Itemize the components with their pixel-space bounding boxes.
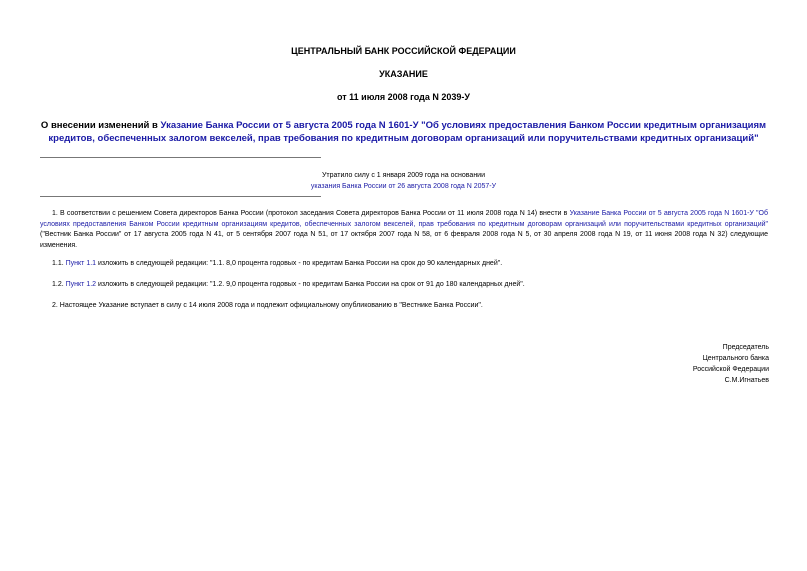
paragraph-1 [40,209,768,251]
paragraph-1-2 [40,280,768,291]
divider-top [40,157,321,158]
signature-name: С.М.Игнатьев [724,377,769,384]
status-note-text: Утратило силу с 1 января 2009 года на основании [321,172,486,179]
document-date-number: от 11 июля 2008 года N 2039-У [336,92,471,102]
document-title [40,120,767,145]
signature-title: Председатель [722,344,769,351]
bank-name: ЦЕНТРАЛЬНЫЙ БАНК РОССИЙСКОЙ ФЕДЕРАЦИИ [291,46,516,56]
paragraph-1-text-a: 1. В соответствии с решением Совета директоров Банка России (протокол заседания Совета директоров Банка России от 11 июля 2008 года N 14) внести в [52,210,570,217]
paragraph-1-2-text-a: 1.2. [52,281,66,288]
paragraph-2: 2. Настоящее Указание вступает в силу с 14 июля 2008 года и подлежит официальному опубликованию в "Вестнике Банка России". [52,302,483,309]
title-link[interactable]: Указание Банка России от 5 августа 2005 года N 1601-У "Об условиях предоставления Банком России кредитным организациям кредитов, обеспеченных залогом векселей, прав требования по кредитным договорам организаций или поручительствами кредитных организаций" [48,120,767,144]
signature-org: Центрального банка [702,355,769,362]
signature-country: Российской Федерации [692,366,769,373]
status-note [0,170,807,192]
status-note-link[interactable]: указания Банка России от 26 августа 2008 года N 2057-У [310,183,497,190]
divider-bottom [40,196,321,197]
signature-block [693,342,769,386]
paragraph-1-1-text-b: изложить в следующей редакции: "1.1. 8,0 процента годовых - по кредитам Банка России на срок до 90 календарных дней". [96,260,503,267]
paragraph-1-1-text-a: 1.1. [52,260,66,267]
paragraph-1-link[interactable]: Указание Банка России от 5 августа 2005 года N 1601-У "Об условиях предоставления Банком России кредитным организациям кредитов, обеспеченных залогом векселей, прав требования по кредитным договорам организаций или поручительствами кредитных организаций" [40,210,769,228]
paragraph-1-1 [40,259,768,270]
paragraph-1-2-link[interactable]: Пункт 1.2 [65,281,97,288]
paragraph-1-2-text-b: изложить в следующей редакции: "1.2. 9,0 процента годовых - по кредитам Банка России на срок от 91 до 180 календарных дней". [96,281,525,288]
document-type: УКАЗАНИЕ [379,69,428,79]
paragraph-1-1-link[interactable]: Пункт 1.1 [65,260,97,267]
paragraph-1-text-b: ("Вестник Банка России" от 17 августа 2005 года N 41, от 5 сентября 2007 года N 51, от 17 октября 2007 года N 58, от 6 февраля 2008 года N 5, от 30 апреля 2008 года N 19, от 11 июня 2008 года N 32) следующие изменения. [40,231,768,249]
title-prefix: О внесении изменений в [40,120,161,131]
